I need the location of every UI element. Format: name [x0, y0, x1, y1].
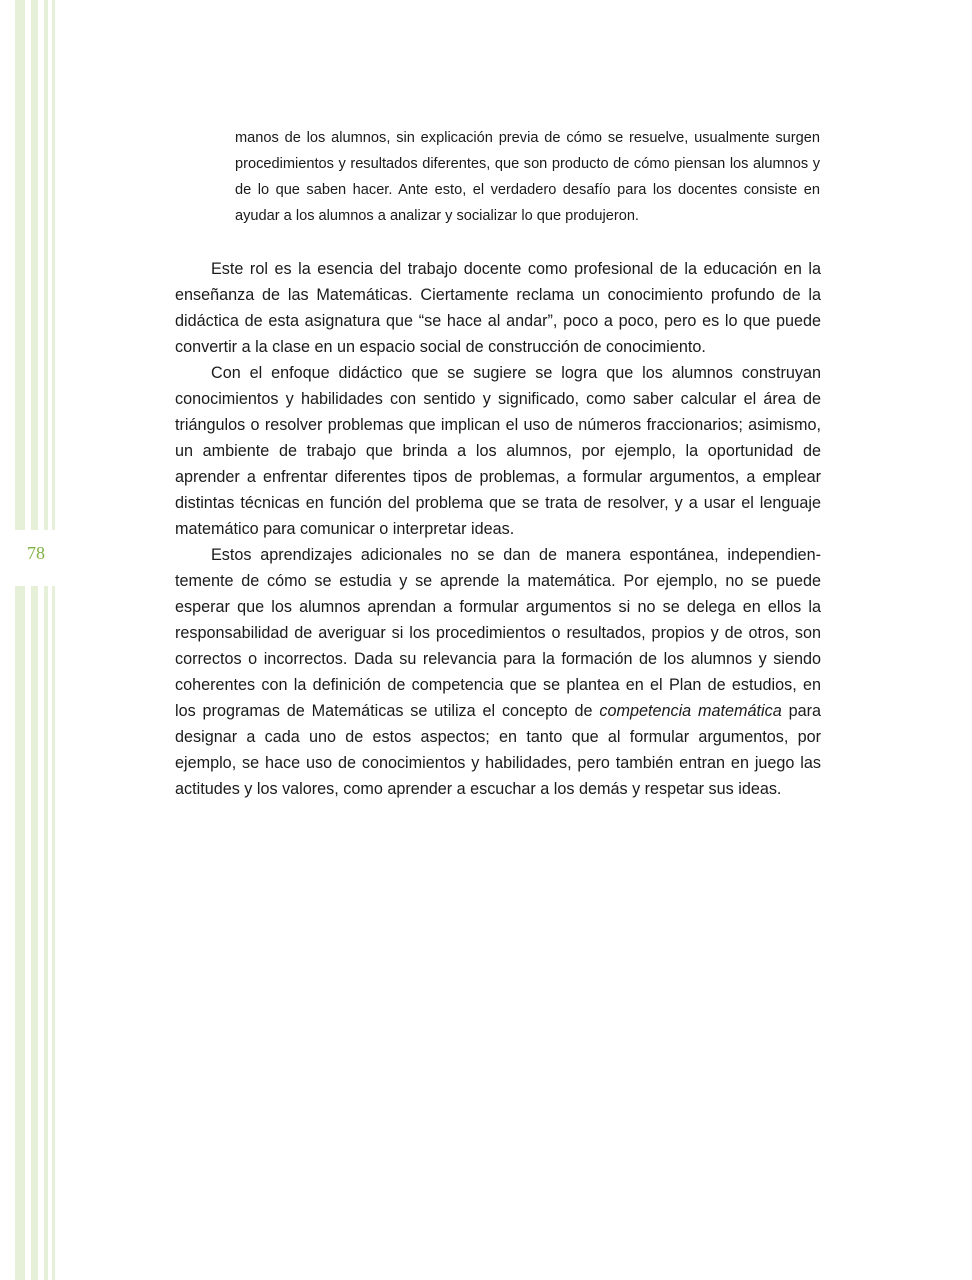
paragraph-text: para designar a cada uno de estos aspectos; en tanto que al formular argumentos, por ejemplo, se hace uso de conocimientos y habilidades, pero también entran en juego las actitudes y los valores, como aprender a escuchar a los demás y respetar sus ideas. [175, 702, 821, 798]
block-quote: manos de los alumnos, sin explicación previa de cómo se resuelve, usualmente surgen procedimientos y resultados diferentes, que son producto de cómo piensan los alumnos y de lo que saben hacer. Ante esto, el verdadero desafío para los docentes consiste en ayudar a los alumnos a analizar y socializar lo que produjeron. [235, 130, 820, 224]
page-number: 78 [27, 543, 45, 563]
body-text [175, 256, 821, 802]
decorative-margin-stripes [0, 0, 60, 1280]
margin-stripe [44, 0, 48, 1280]
paragraph: Este rol es la esencia del trabajo docente como profesional de la educación en la enseñanza de las Matemáticas. Ciertamente reclama un conocimiento profundo de la didáctica de esta asignatura que “se hace al andar”, poco a poco, pero es lo que puede convertir a la clase en un espacio social de construcción de conocimiento. [175, 260, 821, 356]
paragraph: Con el enfoque didáctico que se sugiere se logra que los alumnos construyan conocimientos y habilidades con sentido y significado, como saber calcular el área de triángulos o resolver problemas que implican el uso de números fraccionarios; asimismo, un ambiente de trabajo que brinda a los alumnos, por ejemplo, la oportunidad de aprender a enfrentar diferentes tipos de problemas, a formular argumentos, a emplear distintas técnicas en función del problema que se trata de resolver, y a usar el lenguaje matemático para comunicar o interpretar ideas. [175, 364, 821, 538]
margin-stripe [52, 0, 55, 1280]
paragraph [175, 542, 821, 802]
paragraph-text: Estos aprendizajes adicionales no se dan de manera espontánea, independientemente de cómo se estudia y se aprende la matemática. Por ejemplo, no se puede esperar que los alumnos aprendan a formular argumentos si no se delega en ellos la responsabilidad de averiguar si los procedimientos o resultados, propios y de otros, son correctos o incorrectos. Dada su relevancia para la formación de los alumnos y siendo coherentes con la definición de competencia que se plantea en el Plan de estudios, en los programas de Matemáticas se utiliza el concepto de [175, 546, 821, 720]
margin-stripe [15, 0, 25, 1280]
emphasized-term: competencia matemática [599, 702, 782, 720]
margin-stripe [31, 0, 38, 1280]
